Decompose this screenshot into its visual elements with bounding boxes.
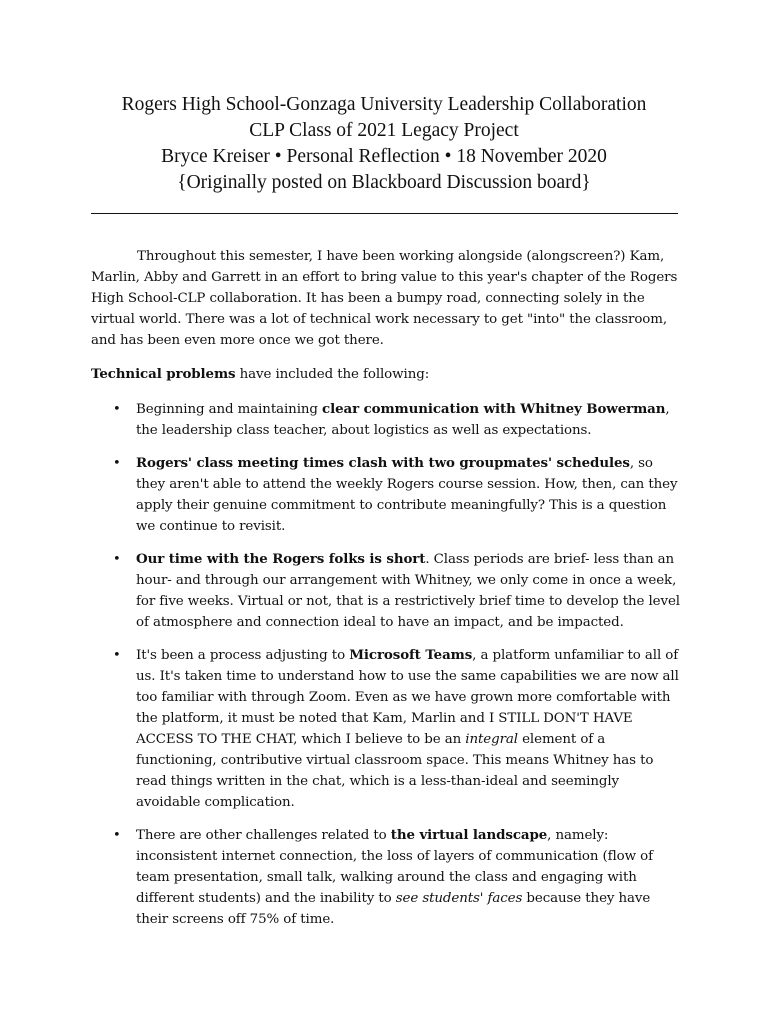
list-item-text: Beginning and maintaining xyxy=(136,402,323,417)
list-item-emphasis: Rogers' class meeting times clash with two groupmates' schedules xyxy=(136,455,630,471)
list-item-text: , the leadership class teacher, about logistics as well as expectations. xyxy=(136,402,670,438)
list-item-emphasis: Our time with the Rogers folks is short xyxy=(136,551,426,567)
list-item-text: , namely: inconsistent internet connection, the loss of layers of communication (flow of team presentation, small talk, walking around the class and engaging with different students) and the inability to xyxy=(136,828,653,906)
list-item-text: because they have their screens off 75% of time. xyxy=(136,891,651,927)
list-item-emphasis: the virtual landscape xyxy=(390,827,548,843)
list-item-text: There are other challenges related to xyxy=(136,828,391,843)
list-item-text: element of a functioning, contributive virtual classroom space. This means Whitney has to read things written in the chat, which is a less-than-ideal and seemingly avoidable complication. xyxy=(136,732,654,810)
list-item-emphasis: Microsoft Teams xyxy=(349,647,473,663)
problems-list xyxy=(91,399,681,930)
header-source-note: {Originally posted on Blackboard Discussion board} xyxy=(177,172,591,193)
list-item xyxy=(91,549,681,633)
bullet-icon: • xyxy=(113,648,121,663)
list-item xyxy=(91,399,681,441)
list-item xyxy=(91,645,681,813)
intro-paragraph: Throughout this semester, I have been working alongside (alongscreen?) Kam, Marlin, Abby and Garrett in an effort to bring value to this year's chapter of the Rogers High School-CLP collaboration. It has been a bumpy road, connecting solely in the virtual world. There was a lot of technical work necessary to get "into" the classroom, and has been even more once we got there. xyxy=(91,249,678,348)
header-project: CLP Class of 2021 Legacy Project xyxy=(249,120,519,141)
list-item-emphasis: clear communication with Whitney Bowerman xyxy=(322,401,666,417)
header-title: Rogers High School-Gonzaga University Leadership Collaboration xyxy=(121,94,647,115)
list-item-italic: see students' faces xyxy=(395,891,523,906)
list-item-text: It's been a process adjusting to xyxy=(136,648,350,663)
list-item xyxy=(91,825,681,930)
header-divider xyxy=(91,213,678,214)
list-item xyxy=(91,453,681,537)
document-header xyxy=(90,92,678,196)
header-author-line: Bryce Kreiser • Personal Reflection • 18 November 2020 xyxy=(161,146,607,167)
technical-problems-intro xyxy=(91,364,681,385)
bullet-icon: • xyxy=(113,402,121,417)
list-item-text: , a platform unfamiliar to all of us. It's taken time to understand how to use the same capabilities we are now all too familiar with through Zoom. Even as we have grown more comfortable with the platform, it must be noted that Kam, Marlin and I STILL DON'T HAVE ACCESS TO THE CHAT, which I believe to be an xyxy=(136,648,679,747)
list-item-text: . Class periods are brief- less than an hour- and through our arrangement with Whitney, we only come in once a week, for five weeks. Virtual or not, that is a restrictively brief time to develop the level of atmosphere and connection ideal to have an impact, and be impacted. xyxy=(136,552,680,630)
bullet-icon: • xyxy=(113,456,121,471)
bullet-icon: • xyxy=(113,552,121,567)
bullet-icon: • xyxy=(113,828,121,843)
list-item-text: , so they aren't able to attend the weekly Rogers course session. How, then, can they apply their genuine commitment to contribute meaningfully? This is a question we continue to revisit. xyxy=(136,456,678,534)
document-body xyxy=(91,246,681,942)
technical-problems-label: Technical problems xyxy=(91,366,236,382)
technical-problems-rest: have included the following: xyxy=(235,367,430,382)
list-item-italic: integral xyxy=(465,732,518,747)
